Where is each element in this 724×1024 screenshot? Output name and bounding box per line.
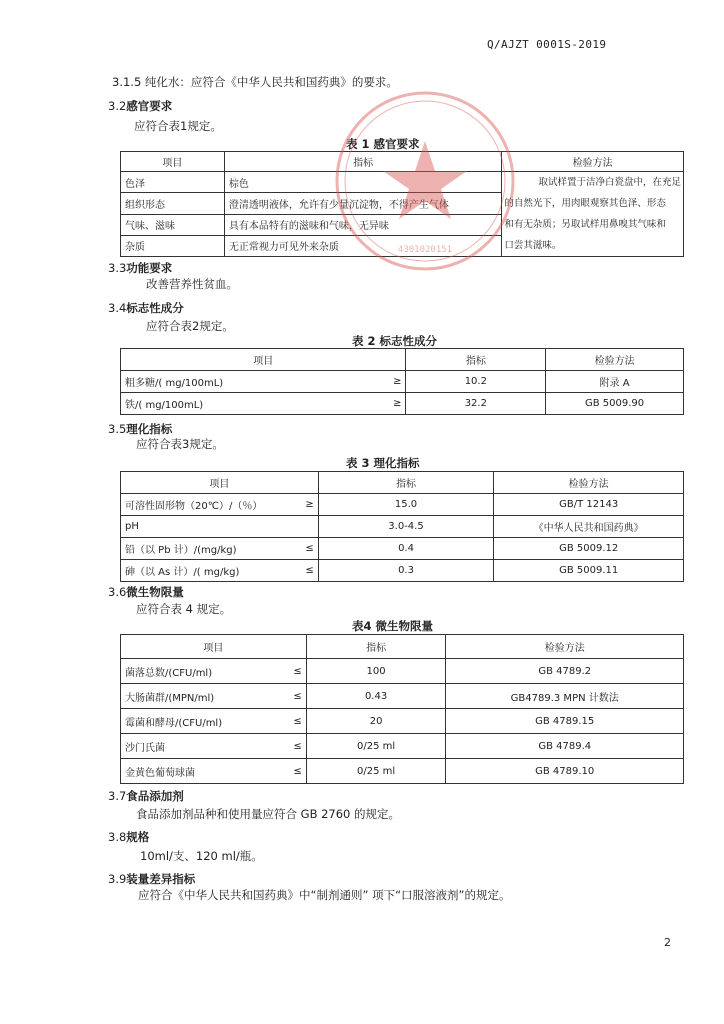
table-row [121,684,684,709]
table-row [121,494,684,516]
table-row [121,659,684,684]
table3-method: GB 5009.12 [494,538,684,560]
method-line: 和有无杂质；另取试样用鼻嗅其气味和 [504,219,666,230]
table1-cell: 无正常视力可见外来杂质 [224,235,501,256]
table3-item-cell [121,494,319,516]
table4-item-cell [121,709,307,734]
table4-microbial-limits [120,634,684,784]
section-title: 装量差异指标 [126,872,196,886]
table3-method: 《中华人民共和国药典》 [494,516,684,538]
table4-header-method: 检验方法 [446,635,684,659]
table3-method: GB 5009.11 [494,560,684,582]
table-row [121,759,684,784]
section-number: 3.9 [108,872,127,886]
table1-sensory [120,151,684,257]
section-3-9-text: 应符合《中华人民共和国药典》中“制剂通则” 项下“口服溶液剂”的规定。 [138,888,511,902]
comparison-operator: ≥ [393,376,402,387]
page-number: 2 [664,936,671,949]
method-line: 的自然光下，用肉眼观察其色泽、形态 [504,198,666,209]
standard-code: Q/AJZT 0001S-2019 [487,38,607,51]
section-title: 标志性成分 [126,301,184,315]
item-name: 铅（以 Pb 计）/(mg/kg) [125,545,237,556]
section-3-2-text: 应符合表1规定。 [134,119,222,133]
table1-header-item: 项目 [121,152,225,172]
comparison-operator: ≤ [293,715,302,727]
section-number: 3.7 [108,789,127,803]
section-number: 3.4 [108,301,127,315]
table-row [121,709,684,734]
section-3-1-5: 3.1.5 纯化水：应符合《中华人民共和国药典》的要求。 [112,75,398,89]
table-row [121,393,684,415]
table-row [121,734,684,759]
section-number: 3.2 [108,99,127,113]
section-3-6-text: 应符合表 4 规定。 [136,602,232,616]
section-3-3-heading [108,257,172,276]
table3-header-item: 项目 [121,472,319,494]
table2-header-method: 检验方法 [546,349,684,371]
table-row [121,560,684,582]
seal-number: 4301020151 [397,245,453,255]
table1-header-index: 指标 [224,152,501,172]
section-3-7-text: 食品添加剂品种和使用量应符合 GB 2760 的规定。 [136,807,401,821]
table4-method: GB 4789.10 [446,759,684,784]
item-name: 粗多糖/( mg/100mL) [125,378,224,389]
section-number: 3.3 [108,261,127,275]
table2-caption: 表 2 标志性成分 [352,334,438,348]
table3-caption: 表 3 理化指标 [346,456,420,470]
section-3-4-text: 应符合表2规定。 [146,319,234,333]
table1-cell: 棕色 [224,172,501,193]
item-name: 砷（以 As 计）/( mg/kg) [125,567,240,578]
item-name: 金黄色葡萄球菌 [125,767,195,779]
item-name: 铁/( mg/100mL) [125,400,204,411]
table4-method: GB 4789.2 [446,659,684,684]
item-name: 霉菌和酵母/(CFU/ml) [125,717,223,729]
table3-item-cell [121,560,319,582]
table1-header-method: 检验方法 [502,152,684,172]
table2-item-cell [121,393,406,415]
table4-item-cell [121,734,307,759]
method-line: 口尝其滋味。 [504,240,562,251]
table4-value: 100 [306,659,446,684]
section-3-2-heading [108,95,172,114]
table2-value: 10.2 [406,371,546,393]
section-title: 理化指标 [126,422,173,436]
table4-method: GB 4789.4 [446,734,684,759]
item-name: pH [125,521,139,532]
table-row [121,371,684,393]
table3-value: 15.0 [318,494,494,516]
table4-header-index: 指标 [306,635,446,659]
comparison-operator: ≤ [305,543,314,554]
table1-cell: 组织形态 [121,193,225,214]
section-3-4-heading [108,297,184,316]
method-line: 取试样置于洁净白瓷盘中，在充足 [538,177,681,188]
section-3-6-heading [108,581,184,600]
item-name: 大肠菌群/(MPN/ml) [125,692,215,704]
table2-header-item: 项目 [121,349,406,371]
table4-value: 0.43 [306,684,446,709]
table1-cell: 气味、滋味 [121,214,225,235]
table1-method-cell [502,172,684,257]
table-row [121,516,684,538]
item-name: 菌落总数/(CFU/ml) [125,667,213,679]
comparison-operator: ≥ [393,398,402,409]
section-3-3-text: 改善营养性贫血。 [146,277,238,291]
table4-caption: 表4 微生物限量 [352,619,434,633]
comparison-operator: ≤ [293,665,302,677]
section-title: 微生物限量 [126,585,184,599]
table4-item-cell [121,659,307,684]
table2-item-cell [121,371,406,393]
section-title: 感官要求 [126,99,173,113]
table4-method: GB4789.3 MPN 计数法 [446,684,684,709]
section-title: 功能要求 [126,261,173,275]
table2-marker-components [120,348,684,415]
table3-physicochemical [120,471,684,582]
table4-value: 0/25 ml [306,734,446,759]
section-3-9-heading [108,868,195,887]
section-title: 食品添加剂 [126,789,184,803]
section-3-8-heading [108,826,149,845]
table3-item-cell [121,516,319,538]
table2-method: GB 5009.90 [546,393,684,415]
table3-value: 3.0-4.5 [318,516,494,538]
table3-value: 0.3 [318,560,494,582]
table1-cell: 杂质 [121,235,225,256]
section-number: 3.5 [108,422,127,436]
table1-cell: 色泽 [121,172,225,193]
table3-header-method: 检验方法 [494,472,684,494]
table3-item-cell [121,538,319,560]
table4-header-item: 项目 [121,635,307,659]
table4-item-cell [121,684,307,709]
table4-method: GB 4789.15 [446,709,684,734]
table1-caption: 表 1 感官要求 [346,137,420,151]
table2-value: 32.2 [406,393,546,415]
table3-value: 0.4 [318,538,494,560]
section-3-5-text: 应符合表3规定。 [136,437,224,451]
table2-method: 附录 A [546,371,684,393]
table3-method: GB/T 12143 [494,494,684,516]
table-row [121,538,684,560]
section-title: 规格 [126,830,150,844]
table2-header-index: 指标 [406,349,546,371]
section-number: 3.6 [108,585,127,599]
section-3-5-heading [108,418,172,437]
section-3-8-text: 10ml/支、120 ml/瓶。 [140,849,263,863]
table4-value: 20 [306,709,446,734]
table4-item-cell [121,759,307,784]
table1-cell: 澄清透明液体，允许有少量沉淀物，不得产生气体 [224,193,501,214]
item-name: 可溶性固形物（20℃）/（％） [125,501,263,512]
table3-header-index: 指标 [318,472,494,494]
comparison-operator: ≥ [305,499,314,510]
section-3-7-heading [108,785,184,804]
comparison-operator: ≤ [305,565,314,576]
comparison-operator: ≤ [293,740,302,752]
table1-cell: 具有本品特有的滋味和气味，无异味 [224,214,501,235]
comparison-operator: ≤ [293,765,302,777]
comparison-operator: ≤ [293,690,302,702]
section-number: 3.8 [108,830,127,844]
item-name: 沙门氏菌 [125,742,165,754]
table4-value: 0/25 ml [306,759,446,784]
